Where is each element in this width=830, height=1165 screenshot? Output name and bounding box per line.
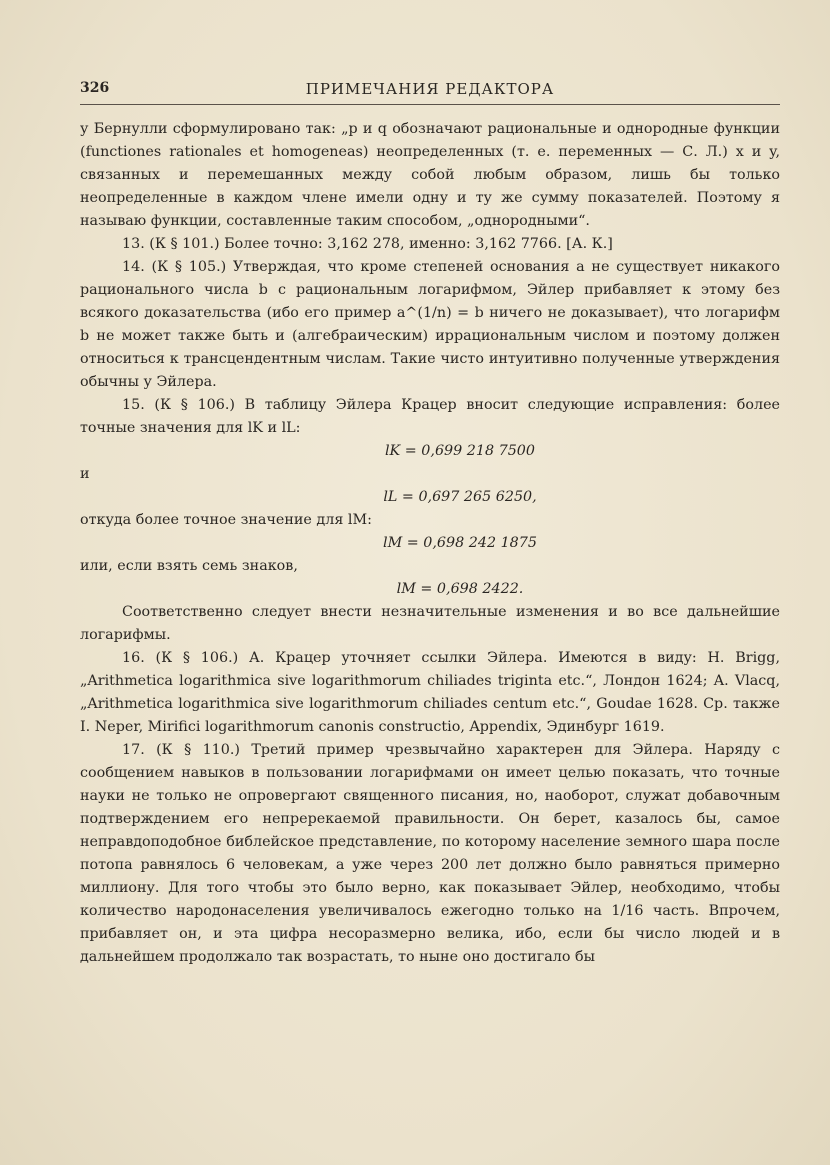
formula-lM-2: lM = 0,698 2422. [396,581,524,597]
note-16: 16. (К § 106.) А. Крацер уточняет ссылки Эйлера. Имеются в виду: H. Brigg, „Arithmetica logarithmica sive logarithmorum chiliades triginta etc.“, Лондон 1624; A. Vlacq, „Arithmetica logarithmica sive logarithmorum chiliades centum etc.“, Goudae 1628. Ср. также I. Neper, Mirifici logarithmorum canonis constructio, Appendix, Эдинбург 1619. [80,650,780,735]
formula-lM-1: lM = 0,698 242 1875 [383,535,537,551]
formula-lL: lL = 0,697 265 6250, [383,489,537,505]
page-number: 326 [80,80,110,96]
conjunction-and: и [80,466,90,482]
or-text: или, если взять семь знаков, [80,558,298,574]
header-rule [80,104,780,105]
formula-lK: lK = 0,699 218 7500 [384,443,535,459]
running-head: ПРИМЕЧАНИЯ РЕДАКТОРА [305,80,555,98]
whence-text: откуда более точное значение для lM: [80,512,372,528]
page-header [80,80,780,102]
note-13: 13. (К § 101.) Более точно: 3,162 278, именно: 3,162 7766. [А. К.] [122,236,613,252]
note-15-intro: 15. (К § 106.) В таблицу Эйлера Крацер вносит следующие исправления: более точные значения для lK и lL: [80,397,780,436]
body-text [80,118,780,969]
note-15-end: Соответственно следует внести незначительные изменения и во все дальнейшие логарифмы. [80,604,780,643]
paragraph-continuation: у Бернулли сформулировано так: „p и q обозначают рациональные и однородные функции (functiones rationales et homogeneas) неопределенных (т. е. переменных — С. Л.) x и y, связанных и перемешанных между собой любым образом, лишь бы только неопределенные в каждом члене имели одну и ту же сумму показателей. Поэтому я называю функции, составленные таким способом, „однородными“. [80,121,780,229]
note-14: 14. (К § 105.) Утверждая, что кроме степеней основания a не существует никакого рационального числа b с рациональным логарифмом, Эйлер прибавляет к этому без всякого доказательства (ибо его пример a^(1/n) = b ничего не доказывает), что логарифм b не может также быть и (алгебраическим) иррациональным числом и поэтому должен относиться к трансцендентным числам. Такие чисто интуитивно полученные утверждения обычны у Эйлера. [80,259,780,390]
note-17: 17. (К § 110.) Третий пример чрезвычайно характерен для Эйлера. Наряду с сообщением навыков в пользовании логарифмами он имеет целью показать, что точные науки не только не опровергают священного писания, но, наоборот, служат добавочным подтверждением его непререкаемой правильности. Он берет, казалось бы, самое неправдоподобное библейское представление, по которому население земного шара после потопа равнялось 6 человекам, а уже через 200 лет должно было равняться примерно миллиону. Для того чтобы это было верно, как показывает Эйлер, необходимо, чтобы количество народонаселения увеличивалось ежегодно только на 1/16 часть. Впрочем, прибавляет он, и эта цифра несоразмерно велика, ибо, если бы число людей и в дальнейшем продолжало так возрастать, то ныне оно достигало бы [80,742,780,965]
